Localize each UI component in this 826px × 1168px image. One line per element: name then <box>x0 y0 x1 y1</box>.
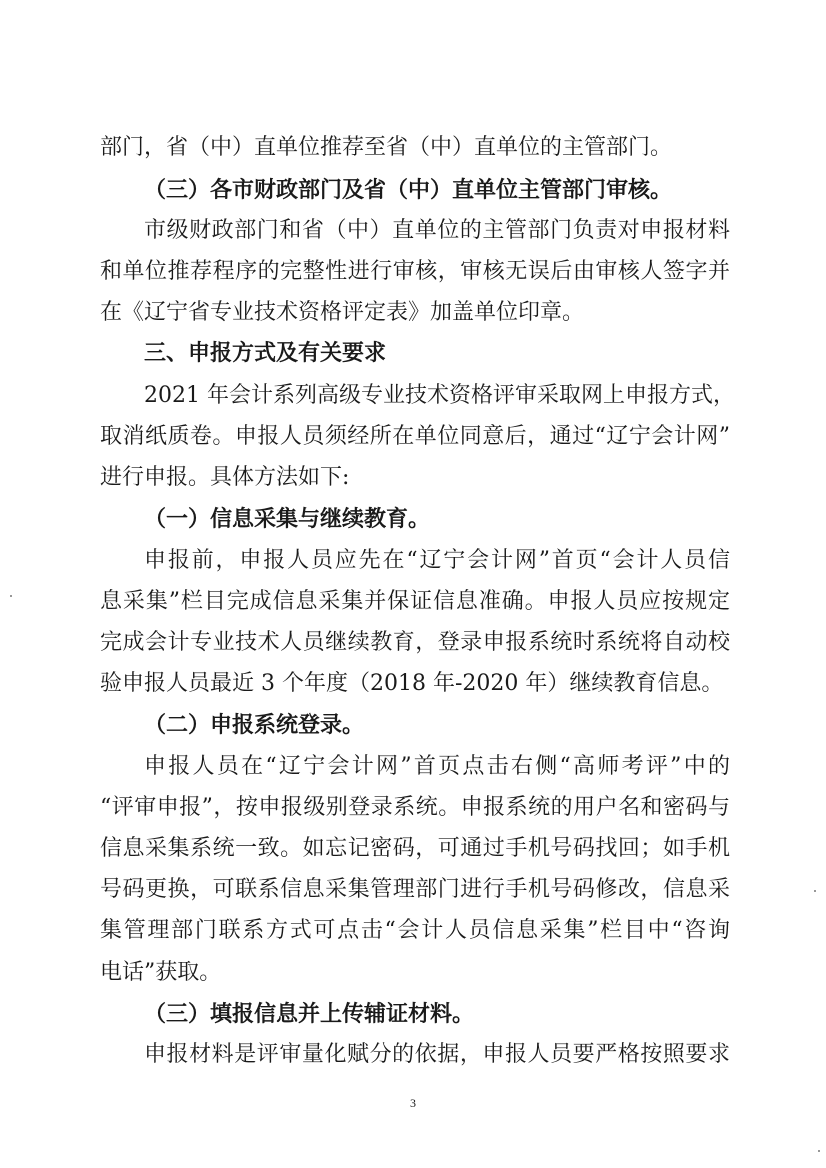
text-line-18: 信息采集系统一致。如忘记密码，可通过手机号码找回；如手机 <box>100 836 730 861</box>
text-line-3: 市级财政部门和省（中）直单位的主管部门负责对申报材料 <box>144 218 730 243</box>
text-line-4: 和单位推荐程序的完整性进行审核，审核无误后由审核人签字并 <box>100 259 730 284</box>
text-line-23: 申报材料是评审量化赋分的依据，申报人员要严格按照要求 <box>144 1042 730 1067</box>
text-line-17: “评审申报”，按申报级别登录系统。申报系统的用户名和密码与 <box>100 795 730 820</box>
page-number: 3 <box>410 1096 416 1110</box>
text-line-13: 完成会计专业技术人员继续教育，登录申报系统时系统将自动校 <box>100 630 730 655</box>
text-line-12: 息采集”栏目完成信息采集并保证信息准确。申报人员应按规定 <box>100 589 730 614</box>
text-line-19: 号码更换，可联系信息采集管理部门进行手机号码修改，信息采 <box>100 877 730 902</box>
text-line-8: 取消纸质卷。申报人员须经所在单位同意后，通过“辽宁会计网” <box>100 424 730 449</box>
subheading-2: （二）申报系统登录。 <box>144 712 365 738</box>
text-line-20: 集管理部门联系方式可点击“会计人员信息采集”栏目中“咨询 <box>100 918 730 943</box>
section-heading-3: 三、申报方式及有关要求 <box>144 341 387 366</box>
subheading-3: （三）各市财政部门及省（中）直单位主管部门审核。 <box>144 177 673 203</box>
scan-speck <box>10 595 12 597</box>
text-line-16: 申报人员在“辽宁会计网”首页点击右侧“高师考评”中的 <box>144 754 730 779</box>
text-line-14: 验申报人员最近 3 个年度（2018 年-2020 年）继续教育信息。 <box>100 671 724 696</box>
subheading-1: （一）信息采集与继续教育。 <box>144 506 431 532</box>
scan-speck <box>814 890 816 892</box>
text-line-11: 申报前，申报人员应先在“辽宁会计网”首页“会计人员信 <box>144 548 730 573</box>
text-line-21: 电话”获取。 <box>100 960 222 985</box>
scan-speck <box>818 1150 820 1152</box>
subheading-3b: （三）填报信息并上传辅证材料。 <box>144 1001 475 1027</box>
text-line-1: 部门，省（中）直单位推荐至省（中）直单位的主管部门。 <box>100 135 673 160</box>
text-line-5: 在《辽宁省专业技术资格评定表》加盖单位印章。 <box>100 300 585 325</box>
text-line-9: 进行申报。具体方法如下: <box>100 465 350 490</box>
text-line-7: 2021 年会计系列高级专业技术资格评审采取网上申报方式， <box>144 383 735 408</box>
